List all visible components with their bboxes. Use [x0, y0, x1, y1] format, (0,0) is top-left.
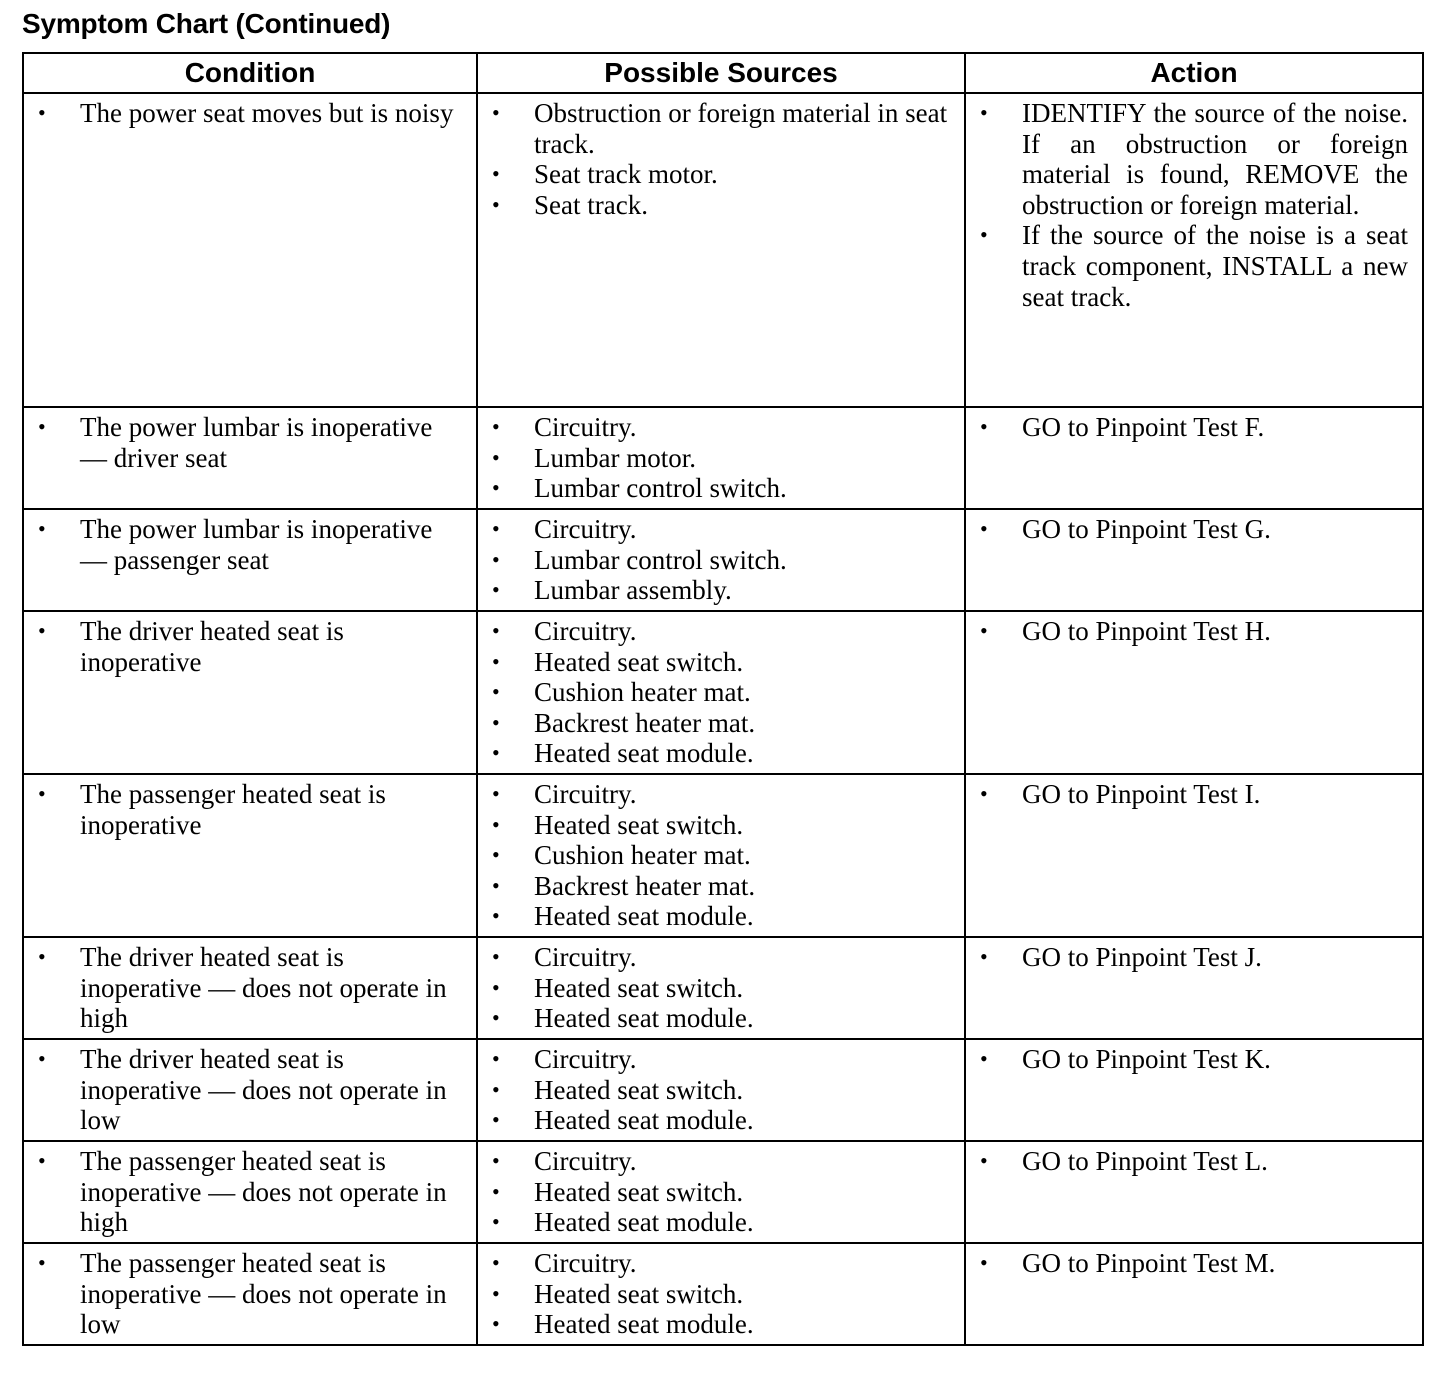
condition-cell — [23, 1141, 477, 1243]
table-row — [23, 407, 1423, 509]
source-item: • Heated seat module. — [478, 738, 950, 769]
sources-cell — [477, 937, 965, 1039]
symptom-chart-table — [22, 52, 1424, 1346]
source-item: • Circuitry. — [478, 1248, 950, 1279]
condition-cell — [23, 774, 477, 937]
source-item: • Seat track. — [478, 190, 950, 221]
source-item: • Circuitry. — [478, 1044, 950, 1075]
sources-cell — [477, 509, 965, 611]
source-item: • Heated seat switch. — [478, 1177, 950, 1208]
action-item: • GO to Pinpoint Test K. — [966, 1044, 1408, 1075]
table-row — [23, 1243, 1423, 1345]
action-cell — [965, 937, 1423, 1039]
table-row — [23, 1039, 1423, 1141]
source-item: • Circuitry. — [478, 616, 950, 647]
table-row — [23, 1141, 1423, 1243]
source-item: • Heated seat module. — [478, 1207, 950, 1238]
source-item: • Heated seat switch. — [478, 973, 950, 1004]
source-item: • Heated seat module. — [478, 1003, 950, 1034]
action-item: • GO to Pinpoint Test G. — [966, 514, 1408, 545]
source-item: • Seat track motor. — [478, 159, 950, 190]
condition-text: • The power seat moves but is noisy — [24, 98, 462, 129]
source-item: • Circuitry. — [478, 412, 950, 443]
action-item: • IDENTIFY the source of the noise. If an obstruction or foreign material is found, REMOVE the obstruction or foreign material. — [966, 98, 1408, 220]
source-item: • Backrest heater mat. — [478, 871, 950, 902]
action-cell — [965, 509, 1423, 611]
action-cell — [965, 93, 1423, 407]
sources-cell — [477, 1141, 965, 1243]
sources-cell — [477, 1243, 965, 1345]
condition-cell — [23, 937, 477, 1039]
condition-cell — [23, 1243, 477, 1345]
source-item: • Obstruction or foreign material in seat track. — [478, 98, 950, 159]
condition-cell — [23, 93, 477, 407]
table-row — [23, 611, 1423, 774]
table-row — [23, 509, 1423, 611]
source-item: • Heated seat switch. — [478, 1279, 950, 1310]
table-row — [23, 774, 1423, 937]
condition-text: • The power lumbar is inoperative — driver seat — [24, 412, 462, 473]
sources-cell — [477, 774, 965, 937]
condition-text: • The passenger heated seat is inoperative — does not operate in low — [24, 1248, 462, 1340]
condition-text: • The passenger heated seat is inoperative — does not operate in high — [24, 1146, 462, 1238]
source-item: • Circuitry. — [478, 779, 950, 810]
condition-cell — [23, 509, 477, 611]
action-cell — [965, 611, 1423, 774]
source-item: • Lumbar control switch. — [478, 473, 950, 504]
condition-cell — [23, 407, 477, 509]
action-item: • If the source of the noise is a seat track component, INSTALL a new seat track. — [966, 220, 1408, 312]
table-header-row — [23, 53, 1423, 93]
action-item: • GO to Pinpoint Test I. — [966, 779, 1408, 810]
source-item: • Cushion heater mat. — [478, 677, 950, 708]
condition-cell — [23, 611, 477, 774]
source-item: • Lumbar control switch. — [478, 545, 950, 576]
source-item: • Backrest heater mat. — [478, 708, 950, 739]
source-item: • Circuitry. — [478, 1146, 950, 1177]
condition-text: • The passenger heated seat is inoperative — [24, 779, 462, 840]
condition-text: • The power lumbar is inoperative — passenger seat — [24, 514, 462, 575]
source-item: • Heated seat switch. — [478, 1075, 950, 1106]
sources-cell — [477, 407, 965, 509]
condition-cell — [23, 1039, 477, 1141]
table-row — [23, 937, 1423, 1039]
source-item: • Lumbar assembly. — [478, 575, 950, 606]
sources-cell — [477, 1039, 965, 1141]
column-header-action: Action — [965, 53, 1423, 93]
sources-cell — [477, 93, 965, 407]
condition-text: • The driver heated seat is inoperative — does not operate in high — [24, 942, 462, 1034]
action-cell — [965, 1039, 1423, 1141]
action-item: • GO to Pinpoint Test J. — [966, 942, 1408, 973]
column-header-condition: Condition — [23, 53, 477, 93]
source-item: • Heated seat module. — [478, 1105, 950, 1136]
action-cell — [965, 1141, 1423, 1243]
table-row — [23, 93, 1423, 407]
condition-text: • The driver heated seat is inoperative — [24, 616, 462, 677]
source-item: • Cushion heater mat. — [478, 840, 950, 871]
page-title: Symptom Chart (Continued) — [22, 8, 391, 39]
condition-text: • The driver heated seat is inoperative — does not operate in low — [24, 1044, 462, 1136]
action-item: • GO to Pinpoint Test L. — [966, 1146, 1408, 1177]
action-item: • GO to Pinpoint Test H. — [966, 616, 1408, 647]
source-item: • Heated seat switch. — [478, 810, 950, 841]
action-cell — [965, 1243, 1423, 1345]
source-item: • Circuitry. — [478, 942, 950, 973]
action-cell — [965, 774, 1423, 937]
source-item: • Circuitry. — [478, 514, 950, 545]
action-cell — [965, 407, 1423, 509]
sources-cell — [477, 611, 965, 774]
source-item: • Lumbar motor. — [478, 443, 950, 474]
action-item: • GO to Pinpoint Test F. — [966, 412, 1408, 443]
source-item: • Heated seat module. — [478, 901, 950, 932]
source-item: • Heated seat switch. — [478, 647, 950, 678]
action-item: • GO to Pinpoint Test M. — [966, 1248, 1408, 1279]
column-header-possible-sources: Possible Sources — [477, 53, 965, 93]
source-item: • Heated seat module. — [478, 1309, 950, 1340]
